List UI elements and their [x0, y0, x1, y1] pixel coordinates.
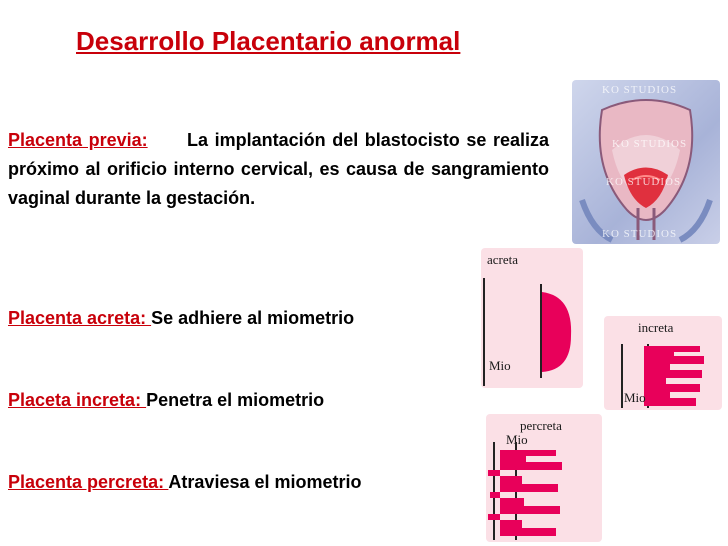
- acreta-line: [8, 308, 354, 329]
- percreta-diagram-drawing: [486, 414, 602, 542]
- percreta-text: Atraviesa el miometrio: [168, 472, 362, 492]
- increta-term: Placeta increta:: [8, 390, 147, 410]
- slide-title: Desarrollo Placentario anormal: [76, 26, 461, 56]
- increta-line: [8, 390, 324, 411]
- uterus-placenta-previa-image: [572, 80, 720, 244]
- previa-paragraph: [8, 126, 549, 213]
- watermark-text: KO STUDIOS: [612, 138, 688, 150]
- percreta-line: [8, 472, 362, 493]
- acreta-mio-label: Mio: [489, 358, 511, 373]
- increta-text: Penetra el miometrio: [146, 390, 325, 410]
- increta-diagram-drawing: [604, 316, 722, 410]
- percreta-diagram-label: percreta: [520, 418, 562, 433]
- percreta-mio-label: Mio: [506, 432, 528, 447]
- acreta-diagram-label: acreta: [487, 252, 519, 267]
- increta-diagram: [604, 316, 722, 410]
- previa-term: Placenta previa:: [8, 130, 148, 150]
- watermark-text: KO STUDIOS: [602, 228, 678, 240]
- increta-mio-label: Mio: [624, 390, 646, 405]
- acreta-diagram: [481, 248, 583, 388]
- previa-text: La implantación del blastocisto se realiza próximo al orificio interno cervical, es causa de sangramiento vaginal durante la gestación.: [8, 130, 549, 208]
- acreta-term: Placenta acreta:: [8, 308, 152, 328]
- increta-diagram-label: increta: [638, 320, 674, 335]
- acreta-text: Se adhiere al miometrio: [151, 308, 355, 328]
- uterus-illustration: [572, 80, 720, 244]
- watermark-text: KO STUDIOS: [602, 84, 678, 96]
- percreta-diagram: [486, 414, 602, 542]
- watermark-text: KO STUDIOS: [606, 176, 682, 188]
- percreta-term: Placenta percreta:: [8, 472, 169, 492]
